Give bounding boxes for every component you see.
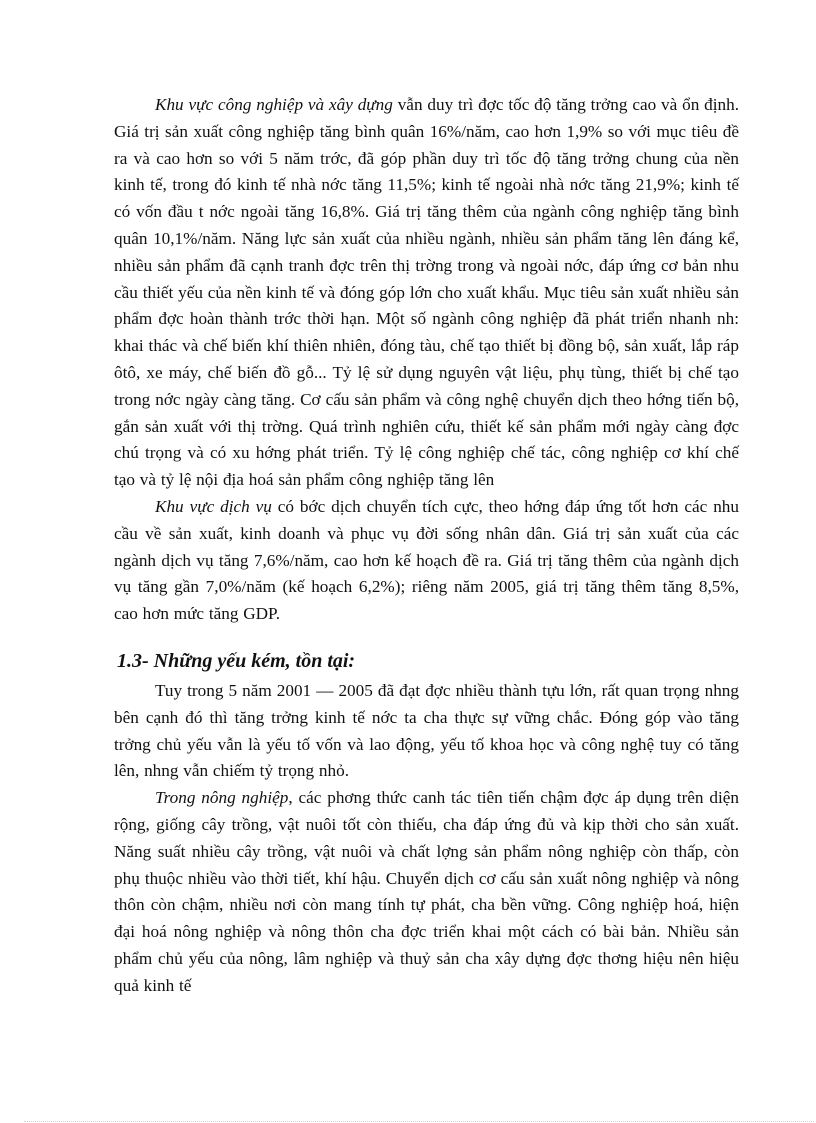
paragraph-weaknesses xyxy=(114,678,739,785)
lead-services: Khu vực dịch vụ xyxy=(155,496,272,516)
page-bottom-divider xyxy=(24,1121,814,1122)
text-weaknesses: Tuy trong 5 năm 2001 — 2005 đã đạt đợc nhiều thành tựu lớn, rất quan trọng nhng bên cạnh đó thì tăng trởng kinh tế nớc ta cha thực sự vững chắc. Đóng góp vào tăng trởng chủ yếu vẫn là yếu tố vốn và lao động, yếu tố khoa học và công nghệ tuy có tăng lên, nhng vẫn chiếm tỷ trọng nhỏ. xyxy=(114,680,739,781)
section-heading: 1.3- Những yếu kém, tồn tại: xyxy=(117,649,356,672)
text-agriculture: , các phơng thức canh tác tiên tiến chậm đợc áp dụng trên diện rộng, giống cây trồng, vật nuôi tốt còn thiếu, cha đáp ứng đủ và kịp thời cho sản xuất. Năng suất nhiều cây trồng, vật nuôi và chất lợng sản phẩm nông nghiệp còn thấp, còn phụ thuộc nhiều vào thời tiết, khí hậu. Chuyển dịch cơ cấu sản xuất nông nghiệp và nông thôn còn chậm, nhiều nơi còn mang tính tự phát, cha bền vững. Công nghiệp hoá, hiện đại hoá nông nghiệp và nông thôn cha đợc triển khai một cách có bài bản. Nhiều sản phẩm chủ yếu của nông, lâm nghiệp và thuỷ sản cha xây dựng đợc thơng hiệu nên hiệu quả kinh tế xyxy=(114,788,739,995)
lead-industry: Khu vực công nghiệp và xây dựng xyxy=(155,95,393,114)
lead-agriculture: Trong nông nghiệp xyxy=(155,788,289,808)
text-services: có bớc dịch chuyển tích cực, theo hớng đáp ứng tốt hơn các nhu cầu về sản xuất, kinh doanh và phục vụ đời sống nhân dân. Giá trị sản xuất của các ngành dịch vụ tăng 7,6%/năm, cao hơn kế hoạch đề ra. Giá trị tăng thêm của ngành dịch vụ tăng gần 7,0%/năm (kế hoạch 6,2%); riêng năm 2005, giá trị tăng thêm tăng 8,5%, cao hơn mức tăng GDP. xyxy=(114,496,739,624)
text-industry: vẫn duy trì đợc tốc độ tăng trởng cao và ổn định. Giá trị sản xuất công nghiệp tăng bình quân 16%/năm, cao hơn 1,9% so với mục tiêu đề ra và cao hơn so với 5 năm trớc, đã góp phần duy trì tốc độ tăng trởng chung của nền kinh tế, trong đó kinh tế nhà nớc tăng 11,5%; kinh tế ngoài nhà nớc tăng 21,9%; kinh tế có vốn đầu t nớc ngoài tăng 16,8%. Giá trị tăng thêm của ngành công nghiệp tăng bình quân 10,1%/năm. Năng lực sản xuất của nhiều ngành, nhiều sản phẩm tăng lên đáng kể, nhiều sản phẩm đã cạnh tranh đợc trên thị trờng trong và ngoài nớc, đáp ứng cơ bản nhu cầu thiết yếu của nền kinh tế và đóng góp lớn cho xuất khẩu. Mục tiêu sản xuất nhiều sản phẩm đợc hoàn thành trớc thời hạn. Một số ngành công nghiệp đã phát triển nhanh nh: khai thác và chế biến khí thiên nhiên, đóng tàu, chế tạo thiết bị đồng bộ, sản xuất, lắp ráp ôtô, xe máy, chế biến đồ gỗ... Tỷ lệ sử dụng nguyên vật liệu, phụ tùng, thiết bị chế tạo trong nớc ngày càng tăng. Cơ cấu sản phẩm và công nghệ chuyển dịch theo hớng tiến bộ, gắn sản xuất với thị trờng. Quá trình nghiên cứu, thiết kế sản phẩm mới ngày càng đợc chú trọng và có xu hớng phát triển. Tỷ lệ công nghiệp chế tác, công nghiệp cơ khí chế tạo và tỷ lệ nội địa hoá sản phẩm công nghiệp tăng lên xyxy=(114,95,739,490)
paragraph-agriculture xyxy=(114,785,739,999)
paragraph-industry xyxy=(114,92,739,494)
document-page xyxy=(114,92,739,1000)
paragraph-services xyxy=(114,494,739,628)
